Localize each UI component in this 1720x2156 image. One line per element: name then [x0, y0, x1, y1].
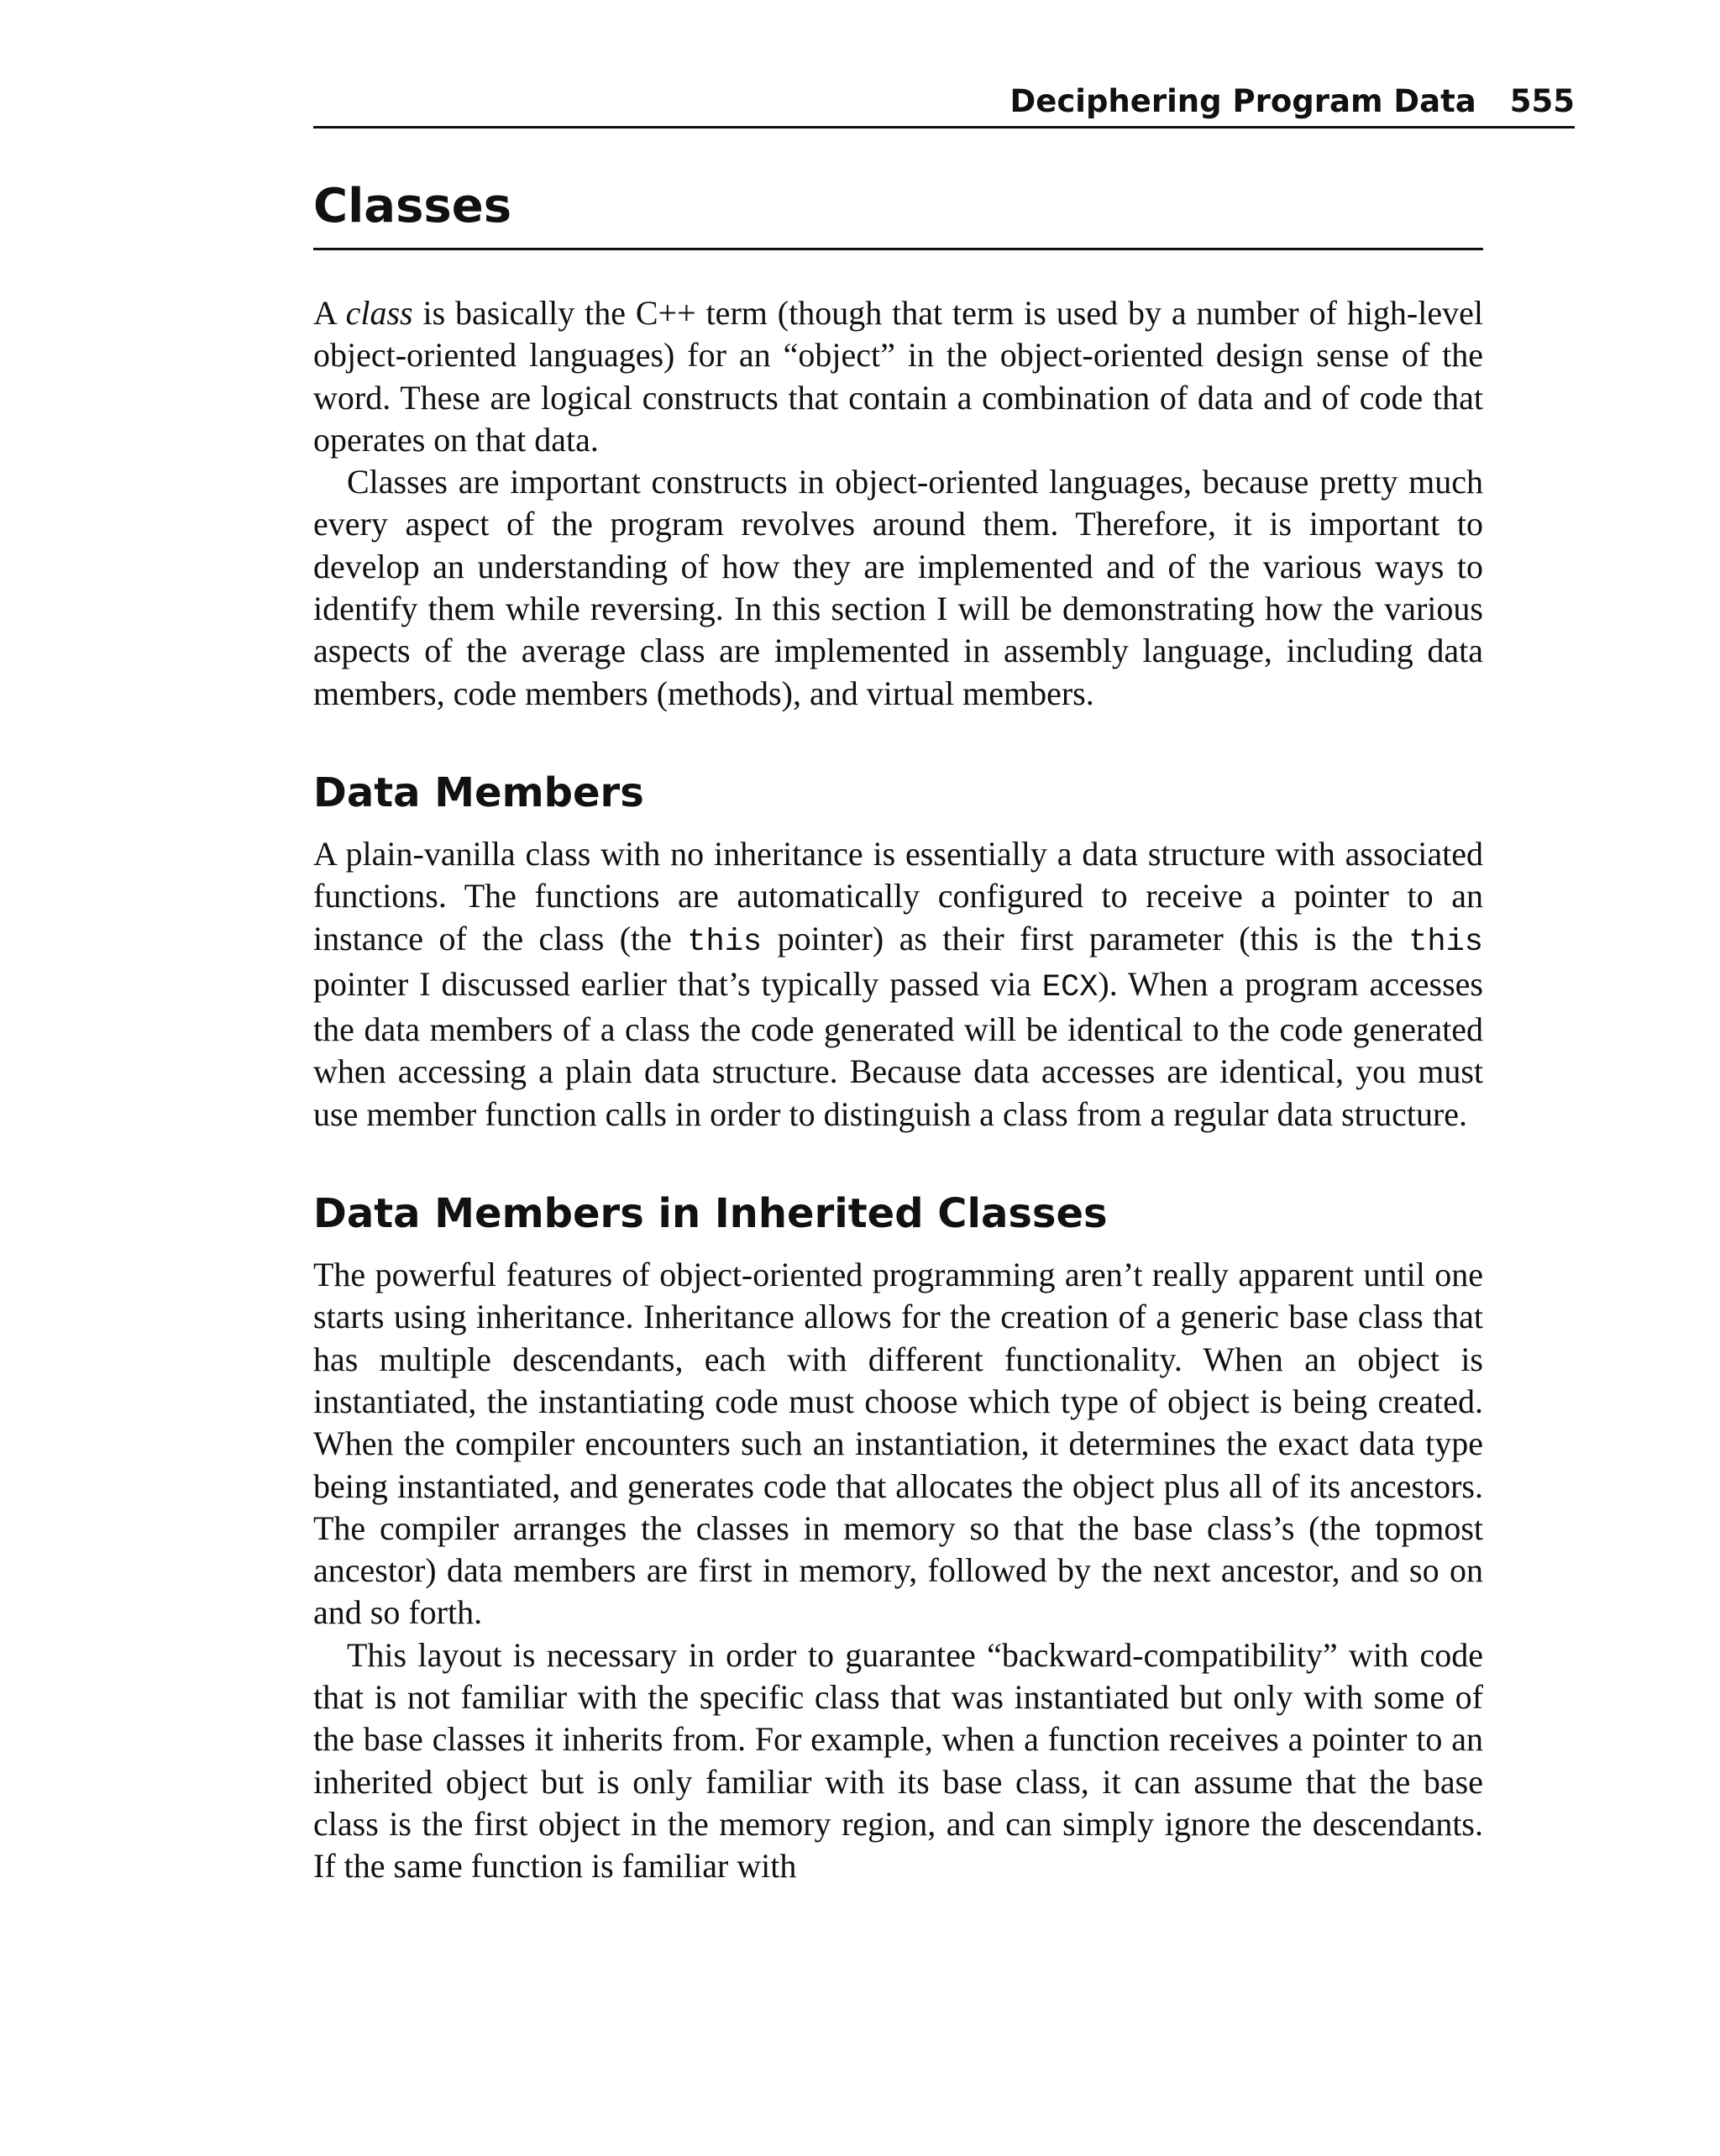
- code-this-1: this: [687, 924, 763, 960]
- section-title-data-members: Data Members: [313, 769, 644, 816]
- page-content: [313, 181, 1483, 1888]
- intro-paragraph-1: [313, 292, 1483, 461]
- section-title-inherited: Data Members in Inherited Classes: [313, 1190, 1108, 1238]
- intro-class-term: class: [345, 294, 413, 332]
- inherited-paragraph-2: This layout is necessary in order to guarantee “backward-compatibility” with code that is not familiar with the specific class that was instantiated but only with some of the base classes it inherits from. For example, when a function receives a pointer to an inherited object but is only familiar with its base class, it can assume that the base class is the first object in the memory region, and can simply ignore the descendants. If the same function is familiar with: [313, 1635, 1483, 1886]
- intro-text-a: A: [313, 294, 346, 332]
- chapter-title: Classes: [313, 181, 1483, 250]
- intro-text-b: is basically the C++ term (though that term is used by a number of high-level object-oriented languages) for an “object” in the object-oriented design sense of the word. These are logical constructs that contain a combination of data and of code that operates on that data.: [313, 294, 1483, 459]
- code-this-2: this: [1408, 924, 1484, 960]
- code-ecx: ECX: [1041, 969, 1099, 1005]
- dm-text-a: A plain-vanilla class with no inheritance is essentially a data structure with associated functions. The functions are automatically configured to receive a pointer to an instance of the class (the: [313, 834, 1483, 957]
- inherited-paragraph-1: The powerful features of object-oriented programming aren’t really apparent until one starts using inheritance. Inheritance allows for the creation of a generic base class that has multiple descendants, each with different functionality. When an object is instantiated, the instantiating code must choose which type of object is being created. When the compiler encounters such an instantiation, it determines the exact data type being instantiated, and generates code that allocates the object plus all of its ancestors. The compiler arranges the classes in memory so that the base class’s (the topmost ancestor) data members are first in memory, followed by the next ancestor, and so on and so forth.: [313, 1256, 1483, 1632]
- running-head-title: Deciphering Program Data: [1009, 83, 1476, 119]
- data-members-paragraph: [313, 833, 1483, 1136]
- intro-paragraph-2: Classes are important constructs in object-oriented languages, because pretty much every aspect of the program revolves around them. Therefore, it is important to develop an understanding of how they are implemented and of the various ways to identify them while reversing. In this section I will be demonstrating how the various aspects of the average class are implemented in assembly language, including data members, code members (methods), and virtual members.: [313, 463, 1483, 712]
- running-head: [313, 77, 1575, 129]
- dm-text-d: ). When a program accesses the data members of a class the code generated will be identical to the code generated when accessing a plain data structure. Because data accesses are identical, you must use member function calls in order to distinguish a class from a regular data structure.: [313, 964, 1484, 1133]
- dm-text-b: pointer) as their first parameter (this is the: [762, 919, 1409, 957]
- dm-text-c: pointer I discussed earlier that’s typically passed via: [313, 964, 1042, 1003]
- page-number: 555: [1509, 83, 1575, 119]
